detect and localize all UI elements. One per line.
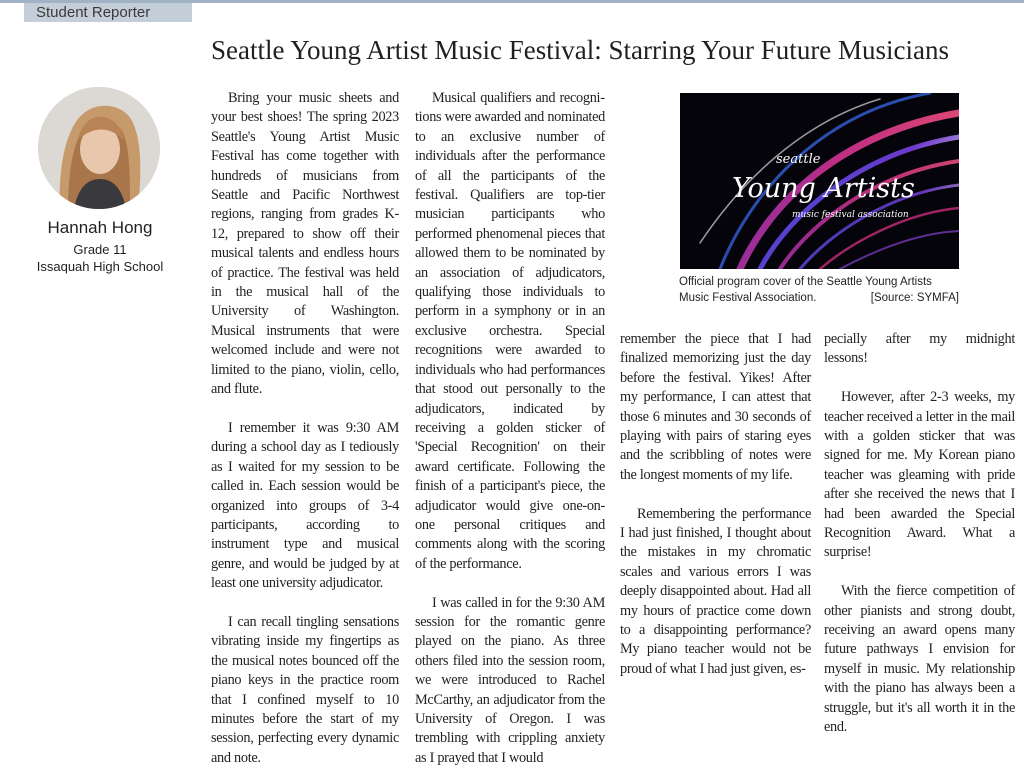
image-caption — [679, 275, 959, 306]
headline: Seattle Young Artist Music Festival: Starring Your Future Musicians — [211, 35, 950, 65]
paragraph: Bring your music sheets and your best shoes! The spring 2023 Seattle's Young Artist Music Festival has come together with hundreds of musicians from Seattle and Pacific Northwest regions, ranging from grades K-12, prepared to show off their musical talents and endless hours of practice. The festival was held in the musical hall of the University of Washington. Musical instruments that were welcomed include and were not limited to the piano, violin, cello, and flute. — [211, 90, 399, 398]
author-grade: Grade 11 — [73, 242, 127, 257]
wordmark-top: seattle — [776, 152, 821, 167]
paragraph: remember the piece that I had finalized memorizing just the day before the festival. Yikes! After my performance, I can attest that those 6 minutes and 30 seconds of playing with pairs of staring eyes and the scribbling of notes were the longest moments of my life. — [620, 331, 811, 483]
paragraph: I was called in for the 9:30 AM session for the romantic genre played on the piano. As three others filed into the session room, we were introduced to Rachel McCarthy, an adjudicator from the University of Oregon. I was trembling with crippling anxiety as I prayed that I would — [415, 594, 605, 766]
author-name: Hannah Hong — [47, 218, 153, 237]
paragraph: Remembering the performance I had just finished, I thought about the mistakes in my chromatic scales and various errors I was deeply disappointed about. Had all my hours of practice come down to a disappointing performance? My piano teacher would not be proud of what I had just given, es- — [620, 505, 811, 677]
paragraph: I can recall tingling sensations vibrating inside my fingertips as the musical notes bounced off the piano keys in the practice room that I confined myself to 10 minutes before the start of my session, perfecting every dynamic and note. — [211, 613, 399, 766]
wordmark-sub: music festival association — [792, 210, 909, 220]
paragraph: However, after 2-3 weeks, my teacher received a letter in the mail with a golden sticker that was signed for me. My Korean piano teacher was gleaming with pride after she received the news that I had been awarded the Special Recognition Award. What a surprise! — [824, 389, 1015, 561]
author-photo — [38, 87, 160, 209]
wordmark-main: Young Artists — [732, 173, 915, 204]
caption-source: [Source: SYMFA] — [870, 291, 959, 304]
paragraph: Musical qualifiers and recognitions were awarded and nominated to an exclusive number of individuals after the performance of all the participants of the festival. Qualifiers are top-tier musician participants who performed phenomenal pieces that allowed them to be nominated by an association of adjudicators, qualifying those individuals to perform in a symphony or in an exclusive orchestra. Special recognitions were awarded to individuals who had performances that stood out personally to the adjudicators, indicated by receiving a golden sticker of 'Special Recognition' on their award certificate. Following the finish of a participant's piece, the adjudicator would give one-on-one personal critiques and comments along with the scoring of the performance. — [415, 90, 605, 572]
program-cover-image — [680, 93, 959, 269]
article-column-4 — [824, 330, 1015, 738]
caption-text: Official program cover of the Seattle Young Artists Music Festival Association. — [679, 276, 932, 304]
paragraph: pecially after my midnight lessons! — [824, 331, 1015, 367]
article-column-1 — [211, 89, 399, 768]
paragraph: I remember it was 9:30 AM during a school day as I tediously as I waited for my session to be called in. Each session would be organized into groups of 3-4 participants, according to instrument type and musical genre, and would be judged by at least one university adjudicator. — [211, 419, 399, 592]
section-label: Student Reporter — [24, 3, 192, 22]
author-school: Issaquah High School — [36, 259, 164, 274]
paragraph: With the fierce competition of other pianists and strong doubt, receiving an award opens many future pathways I envision for myself in music. My relationship with the piano has always been a struggle, but it's all worth it in the end. — [824, 583, 1015, 736]
article-column-2 — [415, 89, 605, 768]
article-column-3 — [620, 330, 811, 679]
